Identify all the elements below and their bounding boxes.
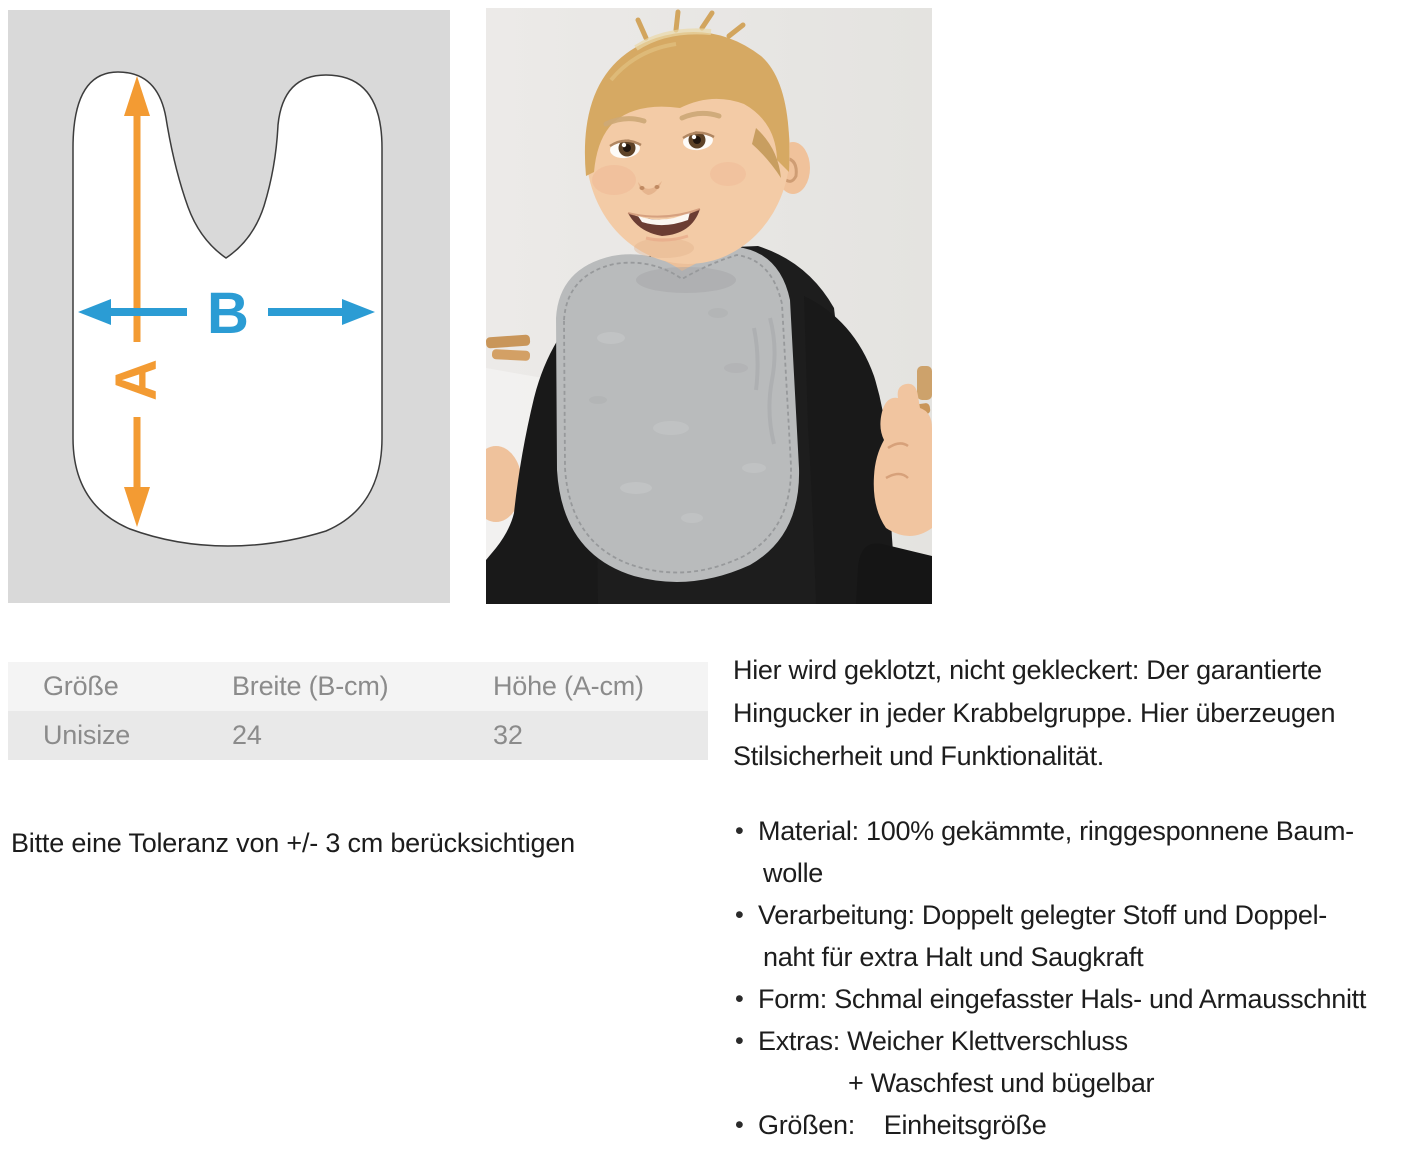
header-groesse: Größe [43,671,119,701]
height-arrow-shaft-upper [134,114,141,342]
cell-size-name: Unisize [43,720,131,750]
feature-list [733,810,1412,1146]
feature-line: Form: Schmal eingefasster Hals- und Armausschnitt [758,984,1367,1014]
bullet-icon: • [735,985,744,1013]
header-hoehe: Höhe (A-cm) [493,671,644,701]
intro-line: Stilsicherheit und Funktionalität. [733,741,1105,771]
bullet-icon: • [735,901,744,929]
bib-fabric [556,247,799,582]
bullet-icon: • [735,1027,744,1055]
feature-extras [733,1020,1412,1104]
grey-bib [556,247,799,582]
size-diagram-panel [8,10,450,603]
description-intro [733,649,1412,778]
width-arrow-shaft-right [268,308,342,316]
feature-line: Größen: Einheitsgröße [758,1110,1047,1140]
bib-measurement-diagram [8,10,450,603]
cell-width-value: 24 [232,720,262,750]
size-table [8,662,708,760]
width-arrow-shaft-left [109,308,187,316]
feature-verarbeitung [733,894,1412,978]
baby-with-bib-photo [486,8,932,604]
feature-form [733,978,1412,1020]
height-arrow-shaft-lower [134,417,141,489]
height-label: A [104,359,169,401]
intro-line: Hingucker in jeder Krabbelgruppe. Hier überzeugen [733,698,1336,728]
tolerance-note: Bitte eine Toleranz von +/- 3 cm berücksichtigen [11,828,575,858]
cheek-right [710,162,746,186]
feature-material [733,810,1412,894]
intro-line: Hier wird geklotzt, nicht gekleckert: Der garantierte [733,655,1322,685]
feature-line: Material: 100% gekämmte, ringgesponnene Baum- [758,816,1354,846]
size-table-header-row [8,662,708,711]
feature-line: Verarbeitung: Doppelt gelegter Stoff und Doppel- [758,900,1328,930]
header-breite: Breite (B-cm) [232,671,389,701]
feature-line: Extras: Weicher Klettverschluss [758,1026,1128,1056]
feature-line: naht für extra Halt und Saugkraft [763,942,1144,972]
feature-groessen [733,1104,1412,1146]
cheek-left [592,165,636,195]
cell-height-value: 32 [493,720,523,750]
size-table-row-unisize [8,711,708,760]
bullet-icon: • [735,1111,744,1139]
product-photo [486,8,932,604]
feature-line: wolle [763,858,824,888]
bib-neck-shadow [636,267,736,293]
bullet-icon: • [735,817,744,845]
product-description [733,649,1412,1146]
feature-line: + Waschfest und bügelbar [848,1068,1155,1098]
width-label: B [207,281,249,346]
